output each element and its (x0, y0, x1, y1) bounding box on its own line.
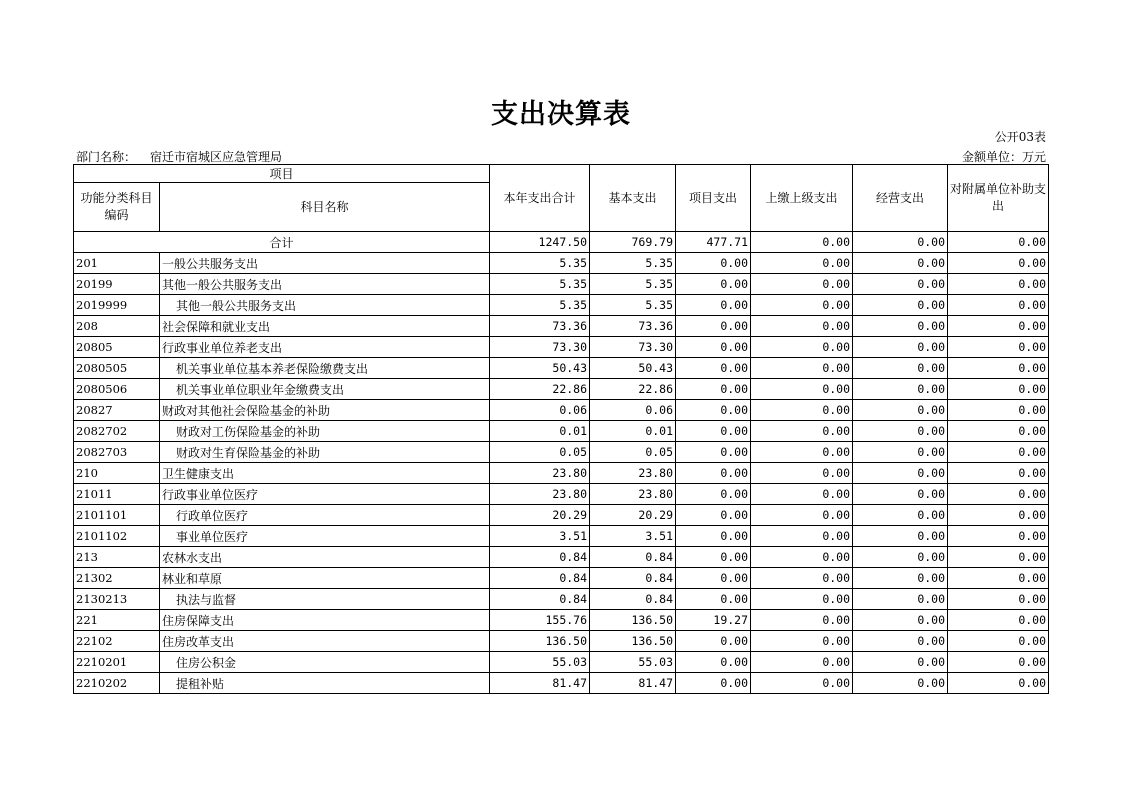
table-row (74, 442, 1049, 463)
row-value: 5.35 (590, 253, 676, 274)
row-value: 0.00 (676, 358, 751, 379)
row-value: 0.00 (676, 631, 751, 652)
row-value: 0.00 (948, 400, 1049, 421)
row-value: 0.00 (948, 568, 1049, 589)
table-row (74, 610, 1049, 631)
header-total: 本年支出合计 (490, 165, 590, 232)
row-value: 136.50 (490, 631, 590, 652)
row-value: 0.00 (751, 316, 853, 337)
row-value: 0.00 (676, 568, 751, 589)
amount-unit: 金额单位：万元 (961, 150, 1046, 164)
row-value: 0.06 (590, 400, 676, 421)
row-value: 0.84 (590, 568, 676, 589)
row-code: 2130213 (74, 589, 160, 610)
row-value: 0.00 (853, 316, 948, 337)
row-value: 0.00 (751, 442, 853, 463)
row-value: 0.00 (751, 610, 853, 631)
row-value: 0.00 (948, 337, 1049, 358)
row-value: 20.29 (490, 505, 590, 526)
table-row (74, 463, 1049, 484)
row-value: 0.84 (490, 547, 590, 568)
row-value: 0.00 (853, 442, 948, 463)
row-name: 机关事业单位基本养老保险缴费支出 (160, 358, 490, 379)
row-code: 2080505 (74, 358, 160, 379)
form-code: 公开03表 (994, 130, 1046, 144)
row-value: 0.00 (676, 589, 751, 610)
row-value: 0.00 (751, 673, 853, 694)
table-row (74, 337, 1049, 358)
row-value: 0.00 (676, 505, 751, 526)
row-code: 2082703 (74, 442, 160, 463)
page-title: 支出决算表 (491, 99, 631, 130)
row-value: 22.86 (490, 379, 590, 400)
row-code: 2101101 (74, 505, 160, 526)
row-value: 81.47 (490, 673, 590, 694)
row-value: 0.00 (948, 274, 1049, 295)
row-value: 0.00 (751, 400, 853, 421)
row-value: 0.00 (853, 421, 948, 442)
total-label: 合计 (74, 232, 490, 253)
table-row (74, 673, 1049, 694)
row-code: 2210201 (74, 652, 160, 673)
row-value: 0.00 (853, 463, 948, 484)
row-value: 50.43 (590, 358, 676, 379)
row-value: 0.00 (853, 253, 948, 274)
row-name: 林业和草原 (160, 568, 490, 589)
table-row (74, 421, 1049, 442)
table-row (74, 484, 1049, 505)
expenditure-table (73, 164, 1049, 694)
row-code: 21302 (74, 568, 160, 589)
row-value: 0.00 (853, 568, 948, 589)
row-value: 0.00 (751, 568, 853, 589)
row-code: 208 (74, 316, 160, 337)
row-value: 20.29 (590, 505, 676, 526)
row-name: 一般公共服务支出 (160, 253, 490, 274)
row-value: 0.00 (948, 421, 1049, 442)
row-name: 住房保障支出 (160, 610, 490, 631)
row-value: 81.47 (590, 673, 676, 694)
row-value: 5.35 (590, 295, 676, 316)
total-value: 0.00 (948, 232, 1049, 253)
row-value: 73.30 (490, 337, 590, 358)
row-value: 73.30 (590, 337, 676, 358)
table-row (74, 547, 1049, 568)
row-name: 卫生健康支出 (160, 463, 490, 484)
row-code: 2101102 (74, 526, 160, 547)
row-value: 0.00 (853, 673, 948, 694)
row-name: 行政事业单位养老支出 (160, 337, 490, 358)
row-value: 0.00 (948, 316, 1049, 337)
row-value: 136.50 (590, 610, 676, 631)
row-name: 提租补贴 (160, 673, 490, 694)
row-value: 0.00 (751, 631, 853, 652)
table-row (74, 358, 1049, 379)
row-value: 0.00 (751, 253, 853, 274)
row-name: 财政对工伤保险基金的补助 (160, 421, 490, 442)
row-code: 2019999 (74, 295, 160, 316)
row-value: 0.00 (853, 631, 948, 652)
row-code: 210 (74, 463, 160, 484)
total-value: 0.00 (853, 232, 948, 253)
row-value: 0.00 (676, 547, 751, 568)
header-basic: 基本支出 (590, 165, 676, 232)
total-value: 0.00 (751, 232, 853, 253)
row-value: 73.36 (490, 316, 590, 337)
row-value: 0.00 (948, 295, 1049, 316)
row-value: 0.01 (490, 421, 590, 442)
row-value: 0.00 (751, 652, 853, 673)
row-value: 0.00 (676, 337, 751, 358)
row-name: 行政事业单位医疗 (160, 484, 490, 505)
row-value: 3.51 (590, 526, 676, 547)
row-value: 5.35 (490, 274, 590, 295)
table-row (74, 652, 1049, 673)
row-value: 0.00 (853, 652, 948, 673)
total-value: 769.79 (590, 232, 676, 253)
row-value: 0.00 (751, 295, 853, 316)
table-row (74, 295, 1049, 316)
header-project: 项目 (74, 165, 490, 183)
row-value: 0.00 (751, 274, 853, 295)
row-value: 0.00 (853, 547, 948, 568)
row-value: 0.00 (853, 379, 948, 400)
row-code: 213 (74, 547, 160, 568)
table-row (74, 400, 1049, 421)
row-code: 2080506 (74, 379, 160, 400)
row-value: 0.00 (948, 379, 1049, 400)
row-value: 0.00 (948, 547, 1049, 568)
row-name: 事业单位医疗 (160, 526, 490, 547)
row-name: 住房公积金 (160, 652, 490, 673)
row-value: 0.00 (751, 589, 853, 610)
department-label: 部门名称： (76, 150, 137, 164)
row-name: 执法与监督 (160, 589, 490, 610)
row-value: 0.00 (853, 295, 948, 316)
row-value: 0.01 (590, 421, 676, 442)
row-value: 0.00 (948, 484, 1049, 505)
row-value: 0.00 (751, 463, 853, 484)
row-value: 73.36 (590, 316, 676, 337)
row-value: 0.00 (853, 337, 948, 358)
row-value: 0.00 (948, 442, 1049, 463)
row-value: 0.05 (590, 442, 676, 463)
row-value: 155.76 (490, 610, 590, 631)
header-project-expenditure: 项目支出 (676, 165, 751, 232)
row-value: 0.00 (676, 442, 751, 463)
row-value: 0.00 (948, 463, 1049, 484)
row-value: 0.00 (948, 652, 1049, 673)
row-value: 0.00 (948, 610, 1049, 631)
total-row (74, 232, 1049, 253)
row-code: 2082702 (74, 421, 160, 442)
row-value: 0.00 (676, 673, 751, 694)
row-value: 0.00 (751, 358, 853, 379)
row-value: 23.80 (590, 484, 676, 505)
row-value: 0.00 (948, 526, 1049, 547)
row-value: 0.84 (590, 589, 676, 610)
header-business: 经营支出 (853, 165, 948, 232)
header-code: 功能分类科目编码 (74, 183, 160, 232)
row-value: 0.00 (676, 421, 751, 442)
row-value: 0.00 (751, 547, 853, 568)
row-value: 0.00 (676, 295, 751, 316)
row-value: 0.00 (676, 652, 751, 673)
row-code: 201 (74, 253, 160, 274)
total-value: 477.71 (676, 232, 751, 253)
row-value: 0.00 (853, 358, 948, 379)
table-row (74, 316, 1049, 337)
header-subsidy: 对附属单位补助支出 (948, 165, 1049, 232)
row-value: 0.00 (751, 526, 853, 547)
row-name: 住房改革支出 (160, 631, 490, 652)
row-value: 0.00 (751, 337, 853, 358)
row-value: 0.00 (676, 379, 751, 400)
row-code: 2210202 (74, 673, 160, 694)
row-value: 0.00 (676, 253, 751, 274)
row-value: 0.00 (853, 400, 948, 421)
table-row (74, 631, 1049, 652)
row-value: 0.84 (590, 547, 676, 568)
table-row (74, 526, 1049, 547)
table-row (74, 379, 1049, 400)
row-value: 3.51 (490, 526, 590, 547)
row-value: 5.35 (590, 274, 676, 295)
row-value: 0.00 (676, 463, 751, 484)
row-value: 0.00 (948, 358, 1049, 379)
row-value: 23.80 (590, 463, 676, 484)
department-line (76, 148, 282, 165)
row-value: 0.00 (853, 526, 948, 547)
row-value: 0.00 (948, 253, 1049, 274)
row-value: 0.00 (853, 505, 948, 526)
row-value: 55.03 (490, 652, 590, 673)
row-value: 22.86 (590, 379, 676, 400)
row-value: 0.00 (853, 274, 948, 295)
row-name: 其他一般公共服务支出 (160, 295, 490, 316)
row-value: 0.00 (853, 610, 948, 631)
row-value: 0.00 (853, 589, 948, 610)
row-value: 0.00 (948, 673, 1049, 694)
row-name: 农林水支出 (160, 547, 490, 568)
row-code: 20199 (74, 274, 160, 295)
row-value: 0.00 (676, 400, 751, 421)
table-row (74, 568, 1049, 589)
row-value: 0.06 (490, 400, 590, 421)
total-value: 1247.50 (490, 232, 590, 253)
row-value: 0.00 (676, 526, 751, 547)
table-row (74, 253, 1049, 274)
row-name: 其他一般公共服务支出 (160, 274, 490, 295)
row-value: 5.35 (490, 295, 590, 316)
row-value: 0.00 (948, 589, 1049, 610)
row-value: 23.80 (490, 484, 590, 505)
row-value: 0.00 (751, 421, 853, 442)
row-value: 0.00 (676, 484, 751, 505)
row-name: 社会保障和就业支出 (160, 316, 490, 337)
row-value: 0.00 (948, 505, 1049, 526)
row-name: 机关事业单位职业年金缴费支出 (160, 379, 490, 400)
row-value: 0.00 (751, 484, 853, 505)
row-name: 财政对生育保险基金的补助 (160, 442, 490, 463)
row-value: 0.00 (751, 505, 853, 526)
row-value: 5.35 (490, 253, 590, 274)
table-row (74, 274, 1049, 295)
header-name: 科目名称 (160, 183, 490, 232)
row-value: 0.00 (751, 379, 853, 400)
row-name: 财政对其他社会保险基金的补助 (160, 400, 490, 421)
row-value: 19.27 (676, 610, 751, 631)
row-value: 0.05 (490, 442, 590, 463)
row-code: 20805 (74, 337, 160, 358)
row-code: 221 (74, 610, 160, 631)
header-upper-level: 上缴上级支出 (751, 165, 853, 232)
row-value: 0.84 (490, 568, 590, 589)
row-value: 0.84 (490, 589, 590, 610)
row-name: 行政单位医疗 (160, 505, 490, 526)
row-value: 0.00 (853, 484, 948, 505)
table-row (74, 589, 1049, 610)
row-code: 21011 (74, 484, 160, 505)
row-code: 20827 (74, 400, 160, 421)
table-row (74, 505, 1049, 526)
row-value: 23.80 (490, 463, 590, 484)
row-value: 0.00 (948, 631, 1049, 652)
department-value: 宿迁市宿城区应急管理局 (150, 150, 283, 164)
row-value: 50.43 (490, 358, 590, 379)
row-value: 0.00 (676, 274, 751, 295)
row-value: 0.00 (676, 316, 751, 337)
row-value: 55.03 (590, 652, 676, 673)
row-code: 22102 (74, 631, 160, 652)
row-value: 136.50 (590, 631, 676, 652)
